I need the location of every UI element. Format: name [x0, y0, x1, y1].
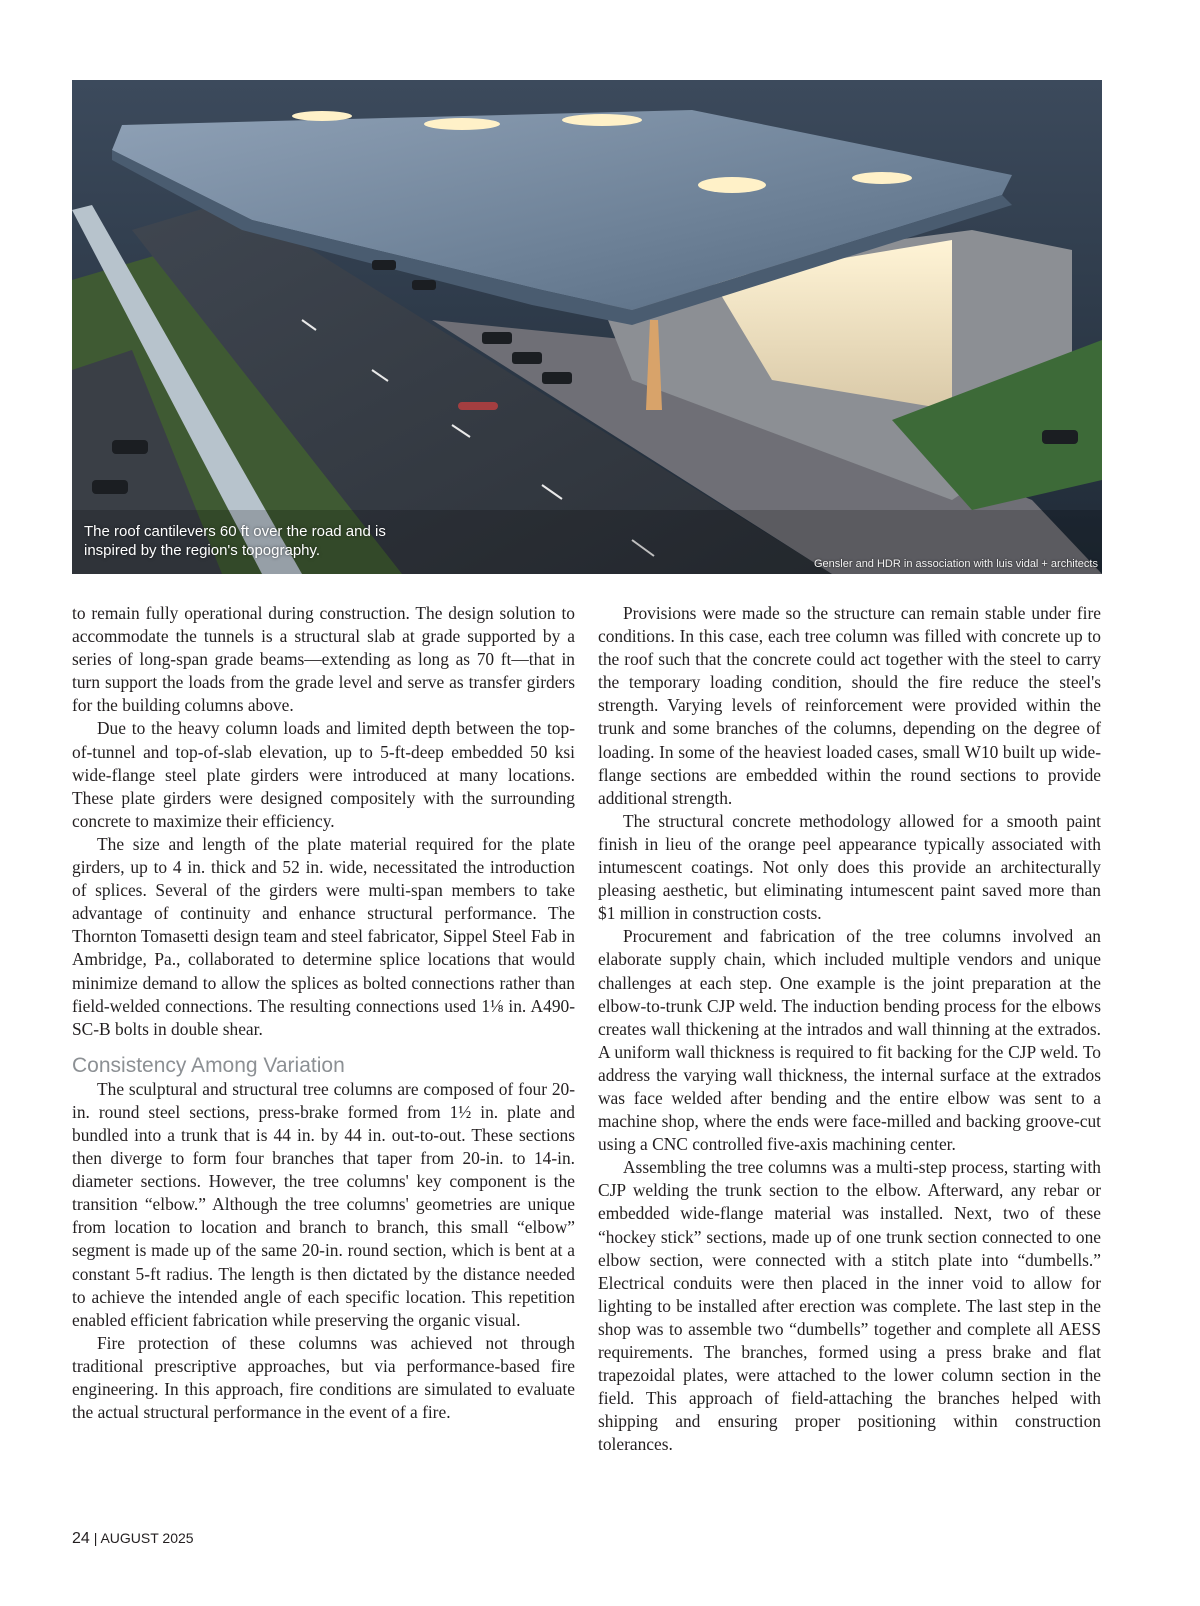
body-paragraph: Provisions were made so the structure can remain stable under fire conditions. In this case, each tree column was filled with concrete up to the roof such that the concrete could act together with the steel to carry the temporary loading condition, should the fire reduce the steel's strength. Varying levels of reinforcement were provided within the trunk and some branches of the columns, depending on the degree of loading. In some of the heaviest loaded cases, small W10 built up wide-flange sections are embedded within the round sections to provide additional strength. — [598, 603, 1101, 808]
body-paragraph: The structural concrete methodology allowed for a smooth paint finish in lieu of the orange peel appearance typically associated with intumescent coatings. Not only does this provide an architecturally pleasing aesthetic, but eliminating intumescent paint saved more than $1 million in construction costs. — [598, 810, 1101, 924]
page-footer — [72, 1530, 194, 1548]
figure-caption: The roof cantilevers 60 ft over the road and is inspired by the region's topography. — [84, 523, 386, 559]
body-paragraph: Procurement and fabrication of the tree columns involved an elaborate supply chain, which included multiple vendors and unique challenges at each step. One example is the joint preparation at the elbow-to-trunk CJP weld. The induction bending process for the elbows creates wall thickening at the intrados and wall thinning at the extrados. A uniform wall thickness is required to fit backing for the CJP weld. To address the varying wall thickness, the internal surface at the extrados was face welded after bending and the entire elbow was sent to a machine shop, where the ends were face-milled and backing groove-cut using a CNC controlled five-axis machining center. — [598, 926, 1101, 1155]
right-column — [598, 602, 1101, 1456]
body-paragraph: Due to the heavy column loads and limited depth between the top-of-tunnel and top-of-slab elevation, up to 5-ft-deep embedded 50 ksi wide-flange steel plate girders were introduced at many locations. These plate girders were designed compositely with the surrounding concrete to maximize their efficiency. — [72, 718, 575, 831]
page-number: 24 — [72, 1530, 90, 1547]
body-paragraph: Fire protection of these columns was achieved not through traditional prescriptive approaches, but via performance-based fire engineering. In this approach, fire conditions are simulated to evaluate the actual structural performance in the event of a fire. — [72, 1332, 575, 1423]
moving-car-light-trail — [458, 402, 498, 410]
body-paragraph: to remain fully operational during construction. The design solution to accommodate the tunnels is a structural slab at grade supported by a series of long-span grade beams—extending as long as 70 ft—that in turn support the loads from the grade level and serve as transfer girders for the building columns above. — [72, 603, 575, 716]
footer-separator: | — [93, 1530, 98, 1546]
body-paragraph: The size and length of the plate material required for the plate girders, up to 4 in. thick and 52 in. wide, necessitated the introduction of splices. Several of the girders were multi-span members to take advantage of continuity and enhance structural performance. The Thornton Tomasetti design team and steel fabricator, Sippel Steel Fab in Ambridge, Pa., collaborated to determine splice locations that would minimize demand to allow the splices as bolted connections rather than field-welded connections. The resulting connections used 1⅛ in. A490-SC-B bolts in double shear. — [72, 833, 575, 1039]
body-paragraph: The sculptural and structural tree columns are composed of four 20-in. round steel sections, press-brake formed from 1½ in. plate and bundled into a trunk that is 44 in. by 44 in. out-to-out. These sections then diverge to form four branches that taper from 20-in. to 14-in. diameter sections. However, the tree columns' key component is the transition “elbow.” Although the tree columns' geometries are unique from location to location and branch to branch, this small “elbow” segment is made up of the same 20-in. round section, which is bent at a constant 5-ft radius. The length is then dictated by the distance needed to achieve the intended angle of each specific location. This repetition enabled efficient fabrication while preserving the organic visual. — [72, 1078, 575, 1330]
terminal-rendering — [72, 80, 1102, 574]
body-paragraph: Assembling the tree columns was a multi-step process, starting with CJP welding the trunk section to the elbow. Afterward, any rebar or embedded wide-flange material was installed. Next, two of these “hockey stick” sections, made up of one trunk section connected to one elbow section, were connected with a stitch plate into “dumbells.” Electrical conduits were then placed in the inner void to allow for lighting to be installed after erection was complete. The last step in the shop was to assemble two “dumbells” together and complete all AESS requirements. The branches, formed using a press brake and flat trapezoidal plates, were attached to the lower column section in the field. This approach of field-attaching the branches helped with shipping and ensuring proper positioning within construction tolerances. — [598, 1157, 1101, 1455]
left-column — [72, 602, 575, 1424]
hero-image — [72, 80, 1102, 574]
figure-credit: Gensler and HDR in association with luis vidal + architects — [814, 558, 1098, 570]
section-heading: Consistency Among Variation — [72, 1053, 345, 1077]
issue-date: AUGUST 2025 — [100, 1530, 194, 1546]
